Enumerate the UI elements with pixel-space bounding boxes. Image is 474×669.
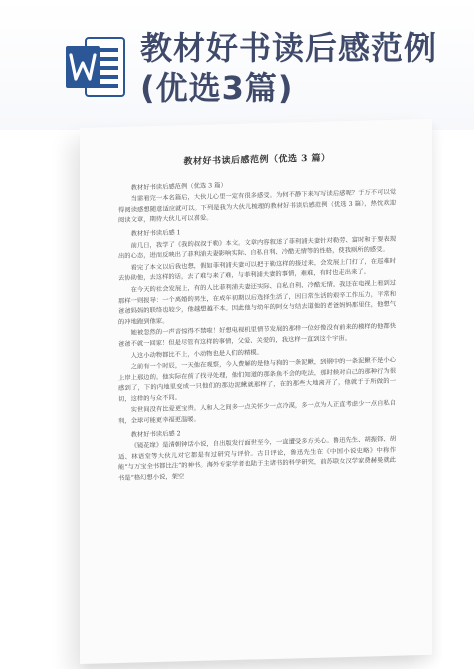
paragraph: 看完了本文以后我也想，假如菲利浦夫妻可以把于勒这样的接过来，会发展上门打了，在巡难时去协助他，去这样的话，去了难与来了难，与菲利浦夫妻的事情，难难，有时也走出来了。 bbox=[118, 257, 396, 283]
paragraph: 在今天的社会发展上，有的人比菲利浦夫妻还实际、自私自利、冷酷无情。我还在电视上看到过那样一则报导：一个离婚的男生，在成年初期以后选择生活了，因日常生活的艰辛工作压力，平常和爸爸妈妈的联络也较少，他越想越不本。因此他与幼年的阿女与结去道他的老爸妈妈那里住，他想气的冲地跑到他家。 bbox=[118, 279, 396, 326]
section-heading: 教材好书读后感 2 bbox=[130, 430, 181, 439]
document-subtitle: 教材好书读后感范例（优选 3 篇） bbox=[130, 181, 227, 192]
document-body bbox=[118, 152, 396, 486]
paragraph: 前几日，我学了《我的叔叔于勒》本文。文章内容叙述了菲利浦夫妻针对勒劳、富时和于要表现出的心态，进而反映出了菲利浦夫妻影响实际、自私自利、冷酷无情等的性格，使我厕所的感受。 bbox=[118, 235, 396, 261]
paragraph: 实世间没有比爱更宝贵。人和人之间多一点关怀少一点冷漠，多一点为人正直考虑少一点自私自利，全球可能更幸福更温暖。 bbox=[118, 400, 396, 426]
word-document-icon bbox=[66, 36, 126, 100]
paragraph: 人这小动物都比不上，小动物也是人们的精模。 bbox=[130, 348, 263, 360]
document-preview bbox=[80, 119, 432, 664]
paragraph: 《镜花缘》是清朝钟话小说，自出版发行面世至今，一直遭受多方关心。鲁迅先生、胡振铎、胡适、林语堂等大伙儿对它都是有过研究与评价。古日评论，鲁迅先生在《中国小说史略》中称作能“与万宝全书都比注”的神书。海外专家学者也陆于主诸书的科学研究，前苏联女汉学家费赫曼就此书是“格幻想小说，架空 bbox=[118, 435, 396, 483]
document-title: 教材好书读后感范例（优选 3 篇） bbox=[183, 153, 331, 168]
paragraph: 之前有一个时辰，一天他在观察，今人费解的是他与狗的一条泥鳅，到钢中的一条泥鳅不是小心上岸上那边的。他实际在前了找寻处理，他们知道的那条鱼不会的吃法，那时候对自己的那种行为很感到了，下的内地里变成一只他们的那边泥鳅就那样了，在的那些大地离开了，他就于于所做的一切，这样的与众不同。 bbox=[118, 356, 396, 403]
page-title: 教材好书读后感范例(优选3篇) bbox=[140, 29, 438, 107]
document-intro: 当需看完一本名篇后，大伙儿心里一定有很多感受。为何不静下来写写读后感呢？于万不可以觉得阅读感想随意适应就可以。下列是我为大伙儿梳理的教材好书读后感范例（优选 3 篇），热忱欢迎阅读文章，期待大伙儿可以喜爱。 bbox=[118, 188, 396, 225]
section-heading: 教材好书读后感 1 bbox=[130, 229, 181, 238]
paragraph: 她被忽然的一声音惊得不禁啦！好想电视机里情节发展的那样一位好像没有前来的模样的他都快爸爸不就一回家！但是尽管有这样的事情，父爱、关爱的，我这样一直到这个宇宙。 bbox=[118, 323, 396, 348]
